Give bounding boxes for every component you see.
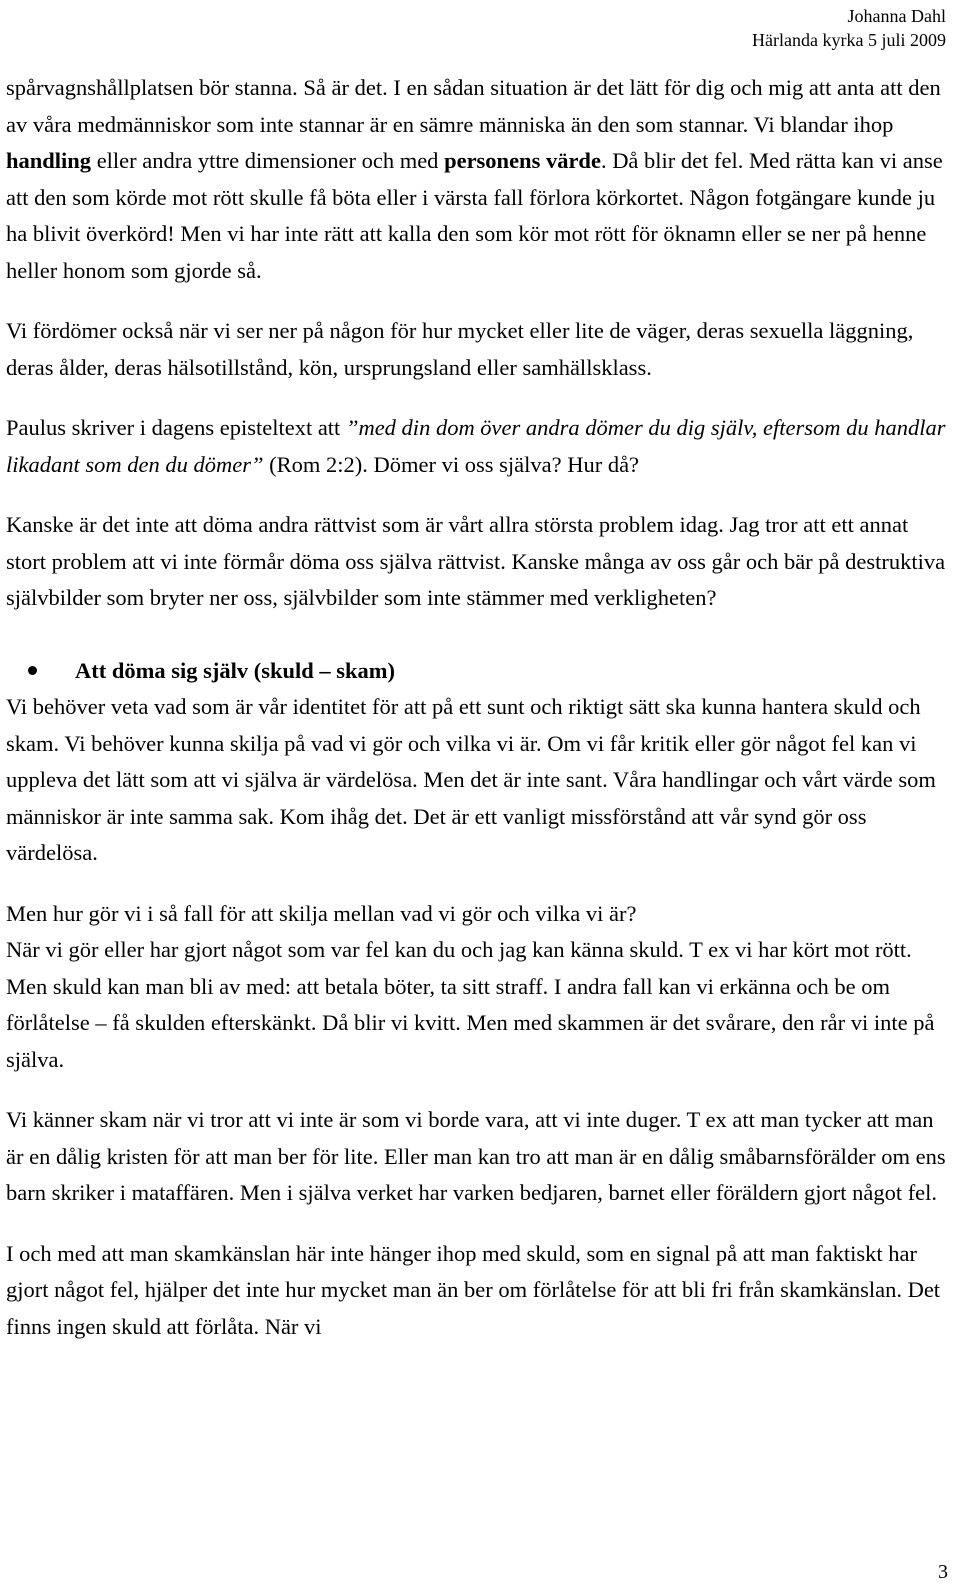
paragraph-1-text-b: eller andra yttre dimensioner och med xyxy=(91,148,445,173)
paragraph-1-bold-value: personens värde xyxy=(444,148,601,173)
paragraph-8: Vi känner skam när vi tror att vi inte är som vi borde vara, att vi inte duger. T ex att man tycker att man är en dålig kristen för att man ber för lite. Eller man kan tro att man är en dålig småbarnsförälder om ens barn skriker i mataffären. Men i själva verket har varken bedjaren, barnet eller föräldern gjort något fel. xyxy=(6,1107,946,1205)
document-body xyxy=(6,70,950,1369)
paragraph-3 xyxy=(6,410,950,483)
header-place-date: Härlanda kyrka 5 juli 2009 xyxy=(752,30,946,50)
paragraph-9: I och med att man skamkänslan här inte hänger ihop med skuld, som en signal på att man faktiskt har gjort något fel, hjälper det inte hur mycket man än ber om förlåtelse för att bli fri från skamkänslan. Det finns ingen skuld att förlåta. När vi xyxy=(6,1240,941,1339)
paragraph-5: Vi behöver veta vad som är vår identitet för att på ett sunt och riktigt sätt ska kunna hantera skuld och skam. Vi behöver kunna skilja på vad vi gör och vilka vi är. Om vi får kritik eller gör något fel kan vi uppleva det lätt som att vi själva är värdelösa. Men det är inte sant. Våra handlingar och vårt värde som människor är inte samma sak. Kom ihåg det. Det är ett vanligt missförstånd att vår synd gör oss värdelösa. xyxy=(6,694,936,865)
paragraph-6: Men hur gör vi i så fall för att skilja mellan vad vi gör och vilka vi är? xyxy=(6,900,637,926)
paragraph-3-text-a: Paulus skriver i dagens episteltext att xyxy=(6,415,346,440)
paragraph-1-text-c: . Då blir det fel. Med rätta kan vi anse att den som körde mot rött skulle få böta eller i värsta fall förlora körkortet. Någon fotgängare kunde ju ha blivit överkörd! Men vi har inte rätt att kalla den som kör mot rött för öknamn eller se ner på henne heller honom som gjorde så. xyxy=(6,148,943,283)
section-heading-text: Att döma sig själv (skuld – skam) xyxy=(75,657,396,683)
section-heading xyxy=(6,653,950,690)
bullet-icon xyxy=(28,666,37,675)
paragraph-7: När vi gör eller har gjort något som var fel kan du och jag kan känna skuld. T ex vi har kört mot rött. Men skuld kan man bli av med: att betala böter, ta sitt straff. I andra fall kan vi erkänna och be om förlåtelse – få skulden efterskänkt. Då blir vi kvitt. Men med skammen är det svårare, den rår vi inte på själva. xyxy=(6,937,935,1072)
page-header xyxy=(752,4,946,52)
paragraph-1-text-a: spårvagnshållplatsen bör stanna. Så är det. I en sådan situation är det lätt för dig och mig att anta att den av våra medmänniskor som inte stannar är en sämre människa än den som stannar. Vi blandar ihop xyxy=(6,75,941,137)
paragraph-1-bold-handling: handling xyxy=(6,148,92,173)
paragraph-2: Vi fördömer också när vi ser ner på någon för hur mycket eller lite de väger, deras sexuella läggning, deras ålder, deras hälsotillstånd, kön, ursprungsland eller samhällsklass. xyxy=(6,318,914,380)
page-number: 3 xyxy=(938,1561,948,1583)
paragraph-3-quote: ”med din dom över andra dömer du dig själv, eftersom du handlar likadant som den du dömer” xyxy=(6,415,946,477)
paragraph-4: Kanske är det inte att döma andra rättvist som är vårt allra största problem idag. Jag tror att ett annat stort problem att vi inte förmår döma oss själva rättvist. Kanske många av oss går och bär på destruktiva självbilder som bryter ner oss, självbilder som inte stämmer med verkligheten? xyxy=(6,512,946,610)
paragraph-1 xyxy=(6,70,950,289)
header-author: Johanna Dahl xyxy=(847,6,946,26)
paragraph-3-text-b: (Rom 2:2). Dömer vi oss själva? Hur då? xyxy=(263,451,640,477)
